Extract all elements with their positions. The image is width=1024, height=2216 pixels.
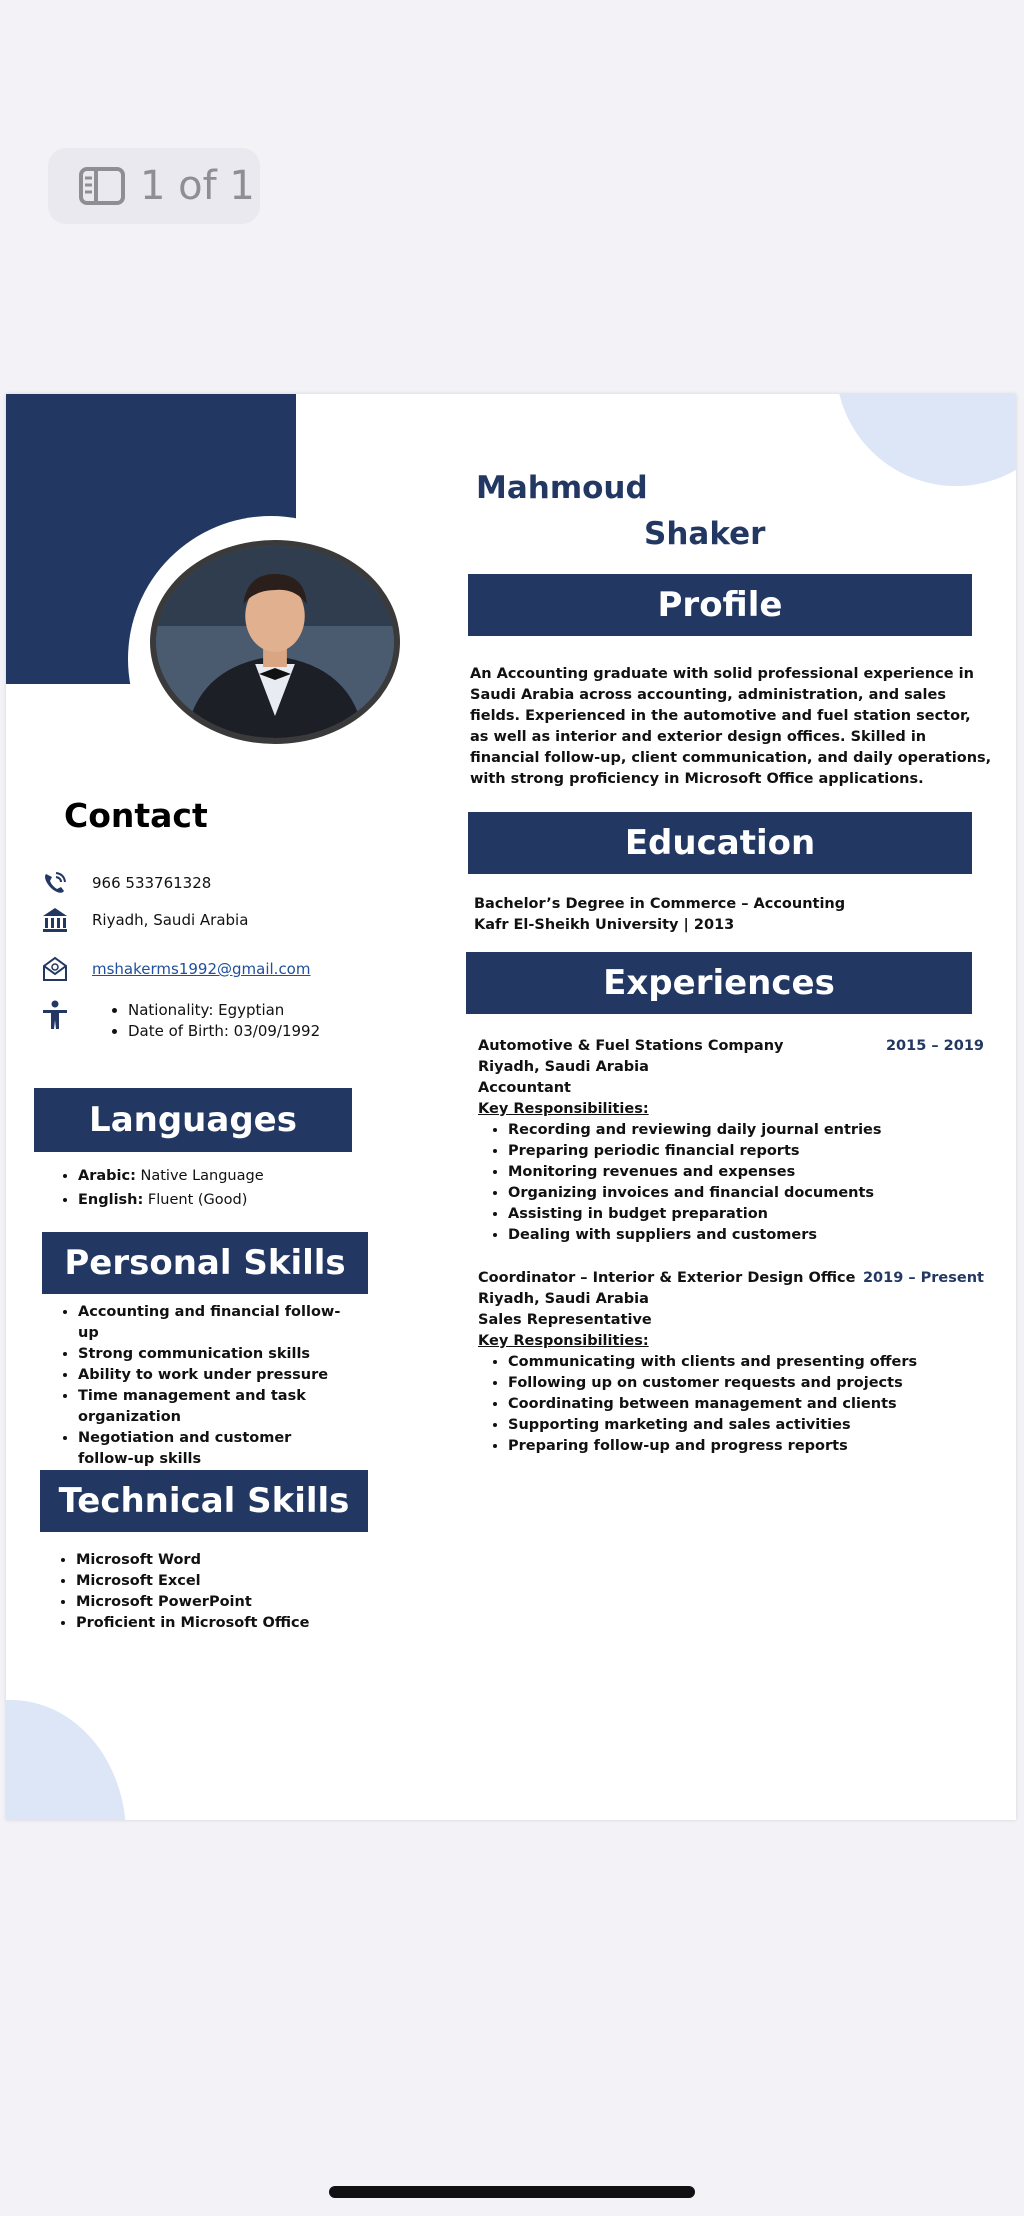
contact-phone: 966 533761328 <box>92 874 212 892</box>
language-level: Native Language <box>140 1168 264 1184</box>
job-1-responsibilities <box>478 1120 984 1246</box>
language-name: English: <box>78 1192 144 1208</box>
experiences-heading: Experiences <box>466 952 972 1014</box>
contact-heading: Contact <box>64 796 208 835</box>
job-2-role: Sales Representative <box>478 1312 652 1328</box>
language-level: Fluent (Good) <box>147 1192 248 1208</box>
contact-nationality: • Nationality: Egyptian <box>128 1000 320 1021</box>
job-1-resp-label: Key Responsibilities: <box>478 1101 649 1117</box>
list-item: • Following up on customer requests and projects <box>508 1373 984 1394</box>
profile-heading: Profile <box>468 574 972 636</box>
list-item: • Ability to work under pressure <box>78 1365 350 1386</box>
last-name: Shaker <box>644 516 766 552</box>
contact-personal-row <box>40 1000 320 1042</box>
list-item: • Time management and task organization <box>78 1386 350 1428</box>
job-2-location: Riyadh, Saudi Arabia <box>478 1291 649 1307</box>
first-name: Mahmoud <box>476 470 648 506</box>
decorative-circle-bottom <box>6 1700 126 1820</box>
education-degree: Bachelor’s Degree in Commerce – Accounting <box>474 896 846 912</box>
job-2-company: Coordinator – Interior & Exterior Design Office <box>478 1270 856 1286</box>
technical-skills-heading: Technical Skills <box>40 1470 368 1532</box>
personal-info-list <box>92 1000 320 1042</box>
page-count: 1 of 1 <box>140 163 255 209</box>
list-item: • Coordinating between management and clients <box>508 1394 984 1415</box>
technical-skills-list <box>40 1550 350 1634</box>
person-icon <box>40 1000 70 1030</box>
job-1-years: 2015 – 2019 <box>885 1038 984 1054</box>
profile-text: An Accounting graduate with solid professional experience in Saudi Arabia across accounting, administration, and sales fields. Experienced in the automotive and fuel station sector, as well as interior and exterior design offices. Skilled in financial follow-up, client communication, and daily operations, with strong proficiency in Microsoft Office applications. <box>470 666 992 787</box>
list-item: • Proficient in Microsoft Office <box>76 1613 350 1634</box>
phone-icon <box>40 868 70 898</box>
list-item: • Microsoft PowerPoint <box>76 1592 350 1613</box>
contact-address-row <box>40 905 248 935</box>
list-item: • Communicating with clients and presenting offers <box>508 1352 984 1373</box>
contact-address: Riyadh, Saudi Arabia <box>92 911 249 929</box>
job-1-role: Accountant <box>478 1080 571 1096</box>
job-1-location: Riyadh, Saudi Arabia <box>478 1059 649 1075</box>
languages-block <box>40 1166 350 1211</box>
job-1 <box>478 1036 984 1246</box>
job-2-responsibilities <box>478 1352 984 1457</box>
list-item: • Microsoft Word <box>76 1550 350 1571</box>
sidebar-icon <box>78 166 126 206</box>
decorative-circle-top <box>836 394 1016 486</box>
list-item: • Assisting in budget preparation <box>508 1204 984 1225</box>
list-item <box>78 1190 350 1211</box>
languages-heading: Languages <box>34 1088 352 1152</box>
list-item: • Recording and reviewing daily journal entries <box>508 1120 984 1141</box>
list-item: • Preparing periodic financial reports <box>508 1141 984 1162</box>
page-indicator[interactable] <box>48 148 260 224</box>
job-2 <box>478 1268 984 1457</box>
personal-skills-heading: Personal Skills <box>42 1232 368 1294</box>
languages-list <box>40 1166 350 1211</box>
list-item: • Supporting marketing and sales activities <box>508 1415 984 1436</box>
list-item: • Strong communication skills <box>78 1344 350 1365</box>
language-name: Arabic: <box>78 1168 136 1184</box>
education-university: Kafr El-Sheikh University | 2013 <box>474 917 735 933</box>
list-item <box>78 1166 350 1187</box>
technical-skills-block <box>40 1550 350 1634</box>
job-2-years: 2019 – Present <box>862 1270 984 1286</box>
list-item: • Microsoft Excel <box>76 1571 350 1592</box>
bank-icon <box>40 905 70 935</box>
education-heading: Education <box>468 812 972 874</box>
personal-skills-block <box>40 1302 350 1470</box>
list-item: • Dealing with suppliers and customers <box>508 1225 984 1246</box>
job-1-company: Automotive & Fuel Stations Company <box>478 1038 784 1054</box>
resume-document[interactable] <box>6 394 1016 1820</box>
education-block <box>474 894 974 936</box>
personal-skills-list <box>40 1302 350 1470</box>
list-item: • Organizing invoices and financial documents <box>508 1183 984 1204</box>
email-icon <box>40 954 70 984</box>
contact-email-link[interactable]: mshakerms1992@gmail.com <box>92 960 311 978</box>
home-indicator[interactable] <box>329 2186 695 2198</box>
contact-phone-row <box>40 868 211 898</box>
job-2-resp-label: Key Responsibilities: <box>478 1333 649 1349</box>
contact-email-row <box>40 954 310 984</box>
list-item: • Monitoring revenues and expenses <box>508 1162 984 1183</box>
profile-photo <box>150 540 400 744</box>
list-item: • Negotiation and customer follow-up skills <box>78 1428 350 1470</box>
list-item: • Accounting and financial follow-up <box>78 1302 350 1344</box>
contact-dob: • Date of Birth: 03/09/1992 <box>128 1021 320 1042</box>
list-item: • Preparing follow-up and progress reports <box>508 1436 984 1457</box>
